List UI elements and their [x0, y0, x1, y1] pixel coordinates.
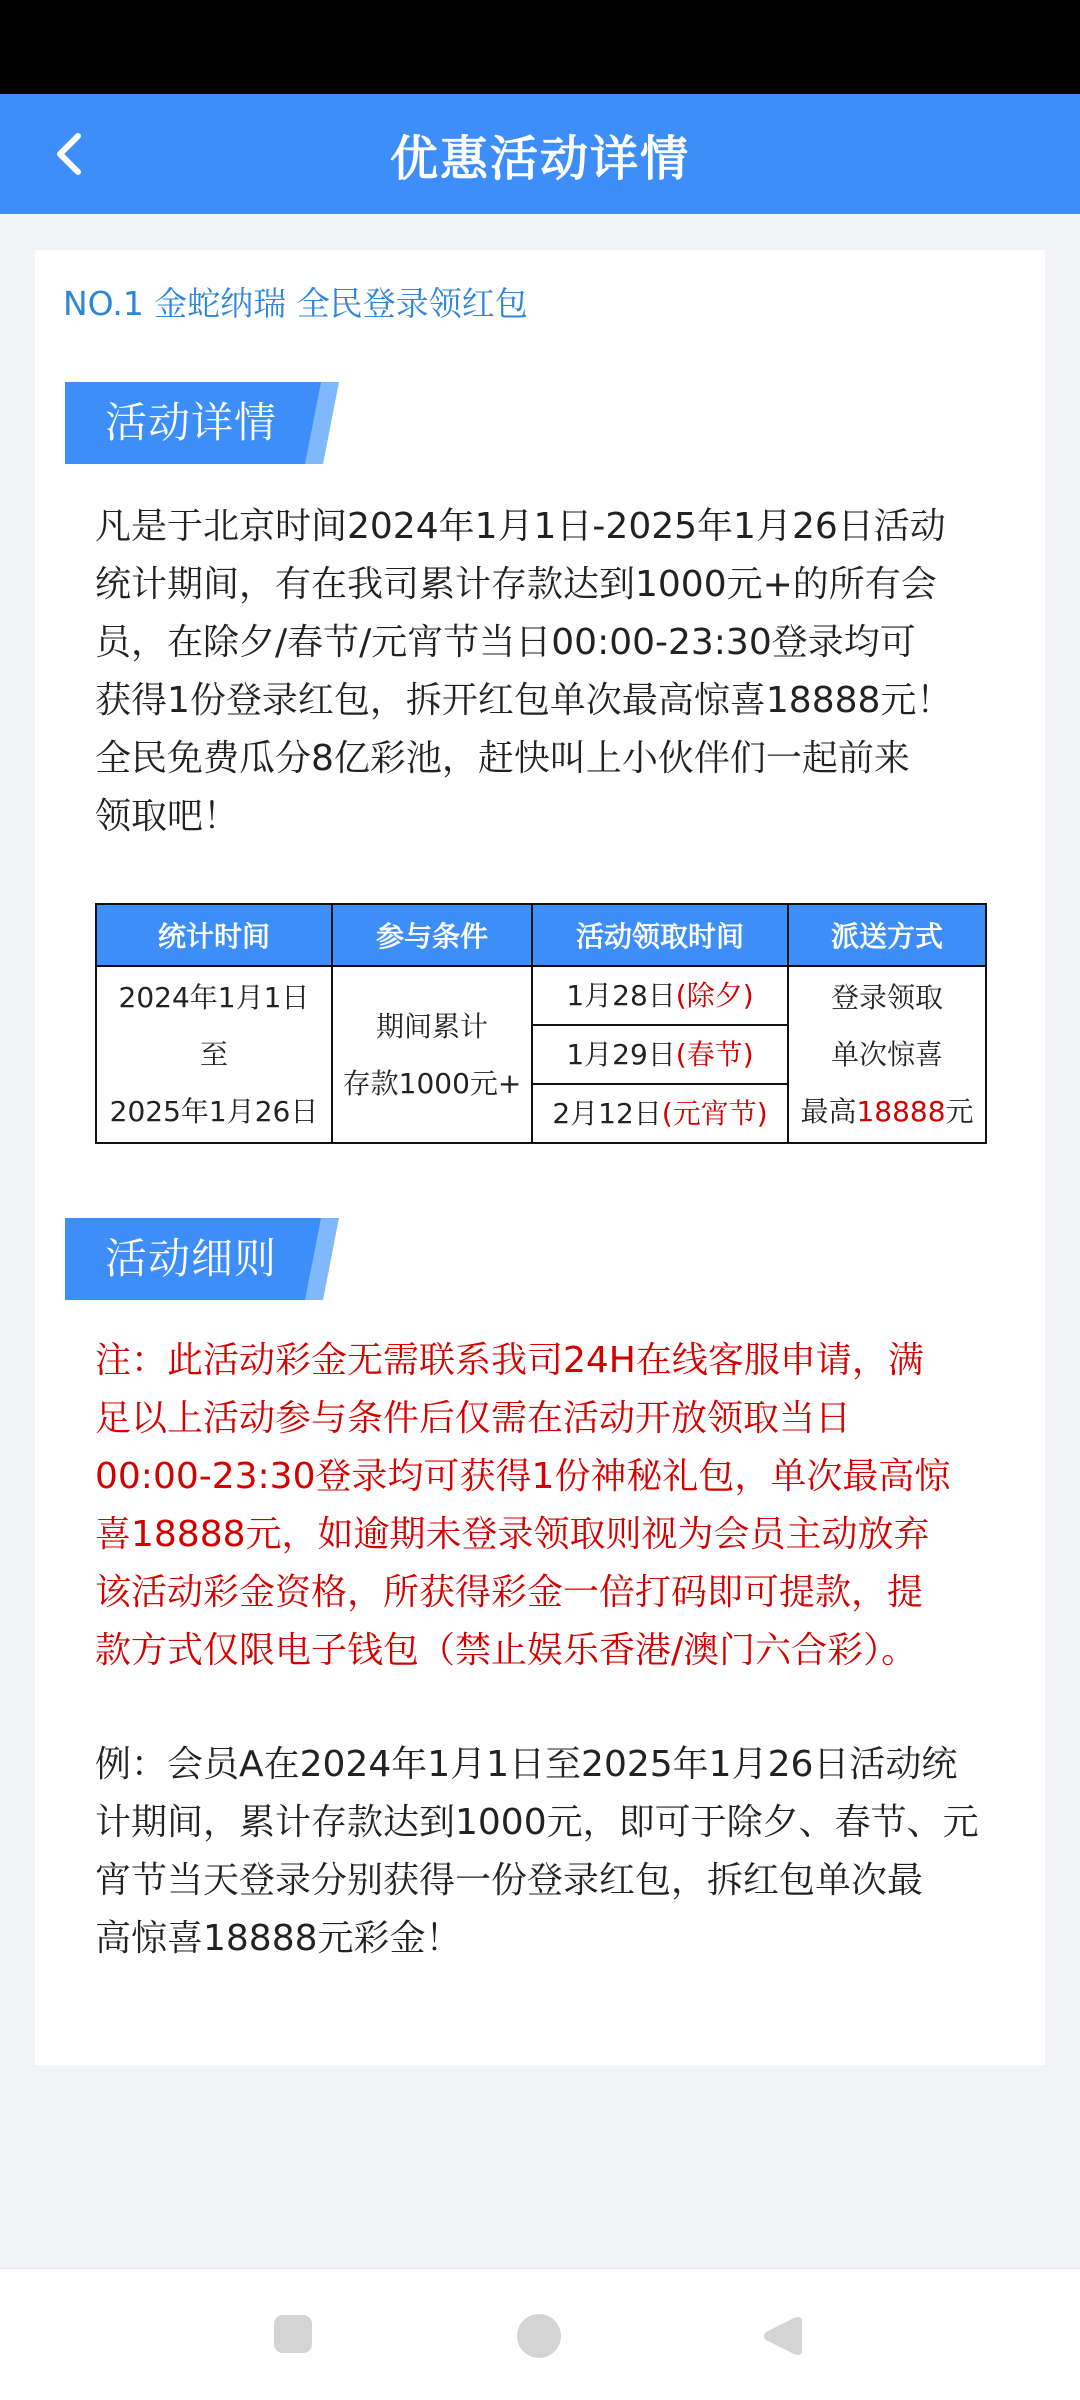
delivery-amount: 18888 — [856, 1095, 946, 1128]
period-start: 2024年1月1日 — [118, 981, 310, 1014]
details-line: 凡是于北京时间2024年1月1日-2025年1月26日活动 — [95, 506, 946, 547]
details-line: 员，在除夕/春节/元宵节当日00:00-23:30登录均可 — [95, 622, 916, 663]
delivery-max-line — [793, 1083, 981, 1140]
rules-note-paragraph — [95, 1332, 995, 1680]
system-nav-bar — [0, 2268, 1080, 2400]
condition-line: 存款1000元+ — [342, 1066, 522, 1100]
claim-date: 2月12日 — [552, 1097, 662, 1130]
rules-table — [95, 903, 987, 1144]
details-paragraph — [95, 498, 995, 846]
delivery-line: 单次惊喜 — [830, 1038, 943, 1071]
section-label-details: 活动详情 — [105, 398, 278, 447]
example-line: 宵节当天登录分别获得一份登录红包，拆红包单次最 — [95, 1860, 924, 1901]
status-bar — [0, 0, 1080, 94]
claim-date: 1月29日 — [566, 1038, 676, 1071]
period-cell — [96, 966, 332, 1143]
delivery-line: 登录领取 — [830, 981, 943, 1014]
promo-title: NO.1 金蛇纳瑞 全民登录领红包 — [63, 284, 528, 323]
note-line: 该活动彩金资格，所获得彩金一倍打码即可提款，提 — [95, 1572, 924, 1613]
triangle-back-icon — [760, 2313, 804, 2359]
example-paragraph — [95, 1736, 995, 1968]
note-line: 00:00-23:30登录均可获得1份神秘礼包，单次最高惊 — [95, 1456, 951, 1497]
chevron-left-icon — [50, 130, 90, 178]
page-title: 优惠活动详情 — [389, 130, 690, 187]
back-button[interactable] — [40, 124, 100, 184]
system-back-button[interactable] — [760, 2313, 804, 2363]
table-header-cell: 活动领取时间 — [532, 904, 788, 966]
details-line: 统计期间，有在我司累计存款达到1000元+的所有会 — [95, 564, 937, 605]
details-line: 全民免费瓜分8亿彩池，赶快叫上小伙伴们一起前来 — [95, 738, 910, 779]
note-line: 注：此活动彩金无需联系我司24H在线客服申请，满 — [95, 1340, 924, 1381]
delivery-suffix: 元 — [945, 1095, 974, 1128]
period-end: 2025年1月26日 — [109, 1095, 319, 1128]
festival-name: (元宵节) — [661, 1097, 768, 1130]
square-icon — [272, 2313, 314, 2355]
claim-date-cell — [532, 966, 788, 1025]
example-line: 例：会员A在2024年1月1日至2025年1月26日活动统 — [95, 1744, 958, 1785]
section-label-rules: 活动细则 — [105, 1234, 278, 1283]
example-line: 高惊喜18888元彩金！ — [95, 1918, 462, 1959]
details-line: 领取吧！ — [95, 796, 240, 837]
claim-date-cell — [532, 1084, 788, 1143]
home-button[interactable] — [516, 2313, 562, 2363]
table-header-row — [96, 904, 986, 966]
note-line: 款方式仅限电子钱包（禁止娱乐香港/澳门六合彩）。 — [95, 1630, 918, 1671]
delivery-cell — [788, 966, 986, 1143]
circle-icon — [516, 2313, 562, 2359]
table-row — [96, 966, 986, 1025]
table-header-cell: 派送方式 — [788, 904, 986, 966]
example-line: 计期间，累计存款达到1000元，即可于除夕、春节、元 — [95, 1802, 979, 1843]
table-header-cell: 参与条件 — [332, 904, 532, 966]
claim-date-cell — [532, 1025, 788, 1084]
condition-line: 期间累计 — [375, 1009, 488, 1043]
period-to: 至 — [199, 1038, 228, 1071]
festival-name: (除夕) — [675, 979, 754, 1012]
section-header-details — [65, 382, 339, 464]
top-nav-bar — [0, 94, 1080, 214]
delivery-prefix: 最高 — [800, 1095, 857, 1128]
claim-date: 1月28日 — [566, 979, 676, 1012]
note-line: 足以上活动参与条件后仅需在活动开放领取当日 — [95, 1398, 852, 1439]
festival-name: (春节) — [675, 1038, 754, 1071]
note-line: 喜18888元，如逾期未登录领取则视为会员主动放弃 — [95, 1514, 930, 1555]
details-line: 获得1份登录红包，拆开红包单次最高惊喜18888元！ — [95, 680, 953, 721]
promo-detail-card — [35, 250, 1045, 2065]
table-header-cell: 统计时间 — [96, 904, 332, 966]
section-header-rules — [65, 1218, 339, 1300]
recents-button[interactable] — [272, 2313, 314, 2359]
condition-cell — [332, 966, 532, 1143]
